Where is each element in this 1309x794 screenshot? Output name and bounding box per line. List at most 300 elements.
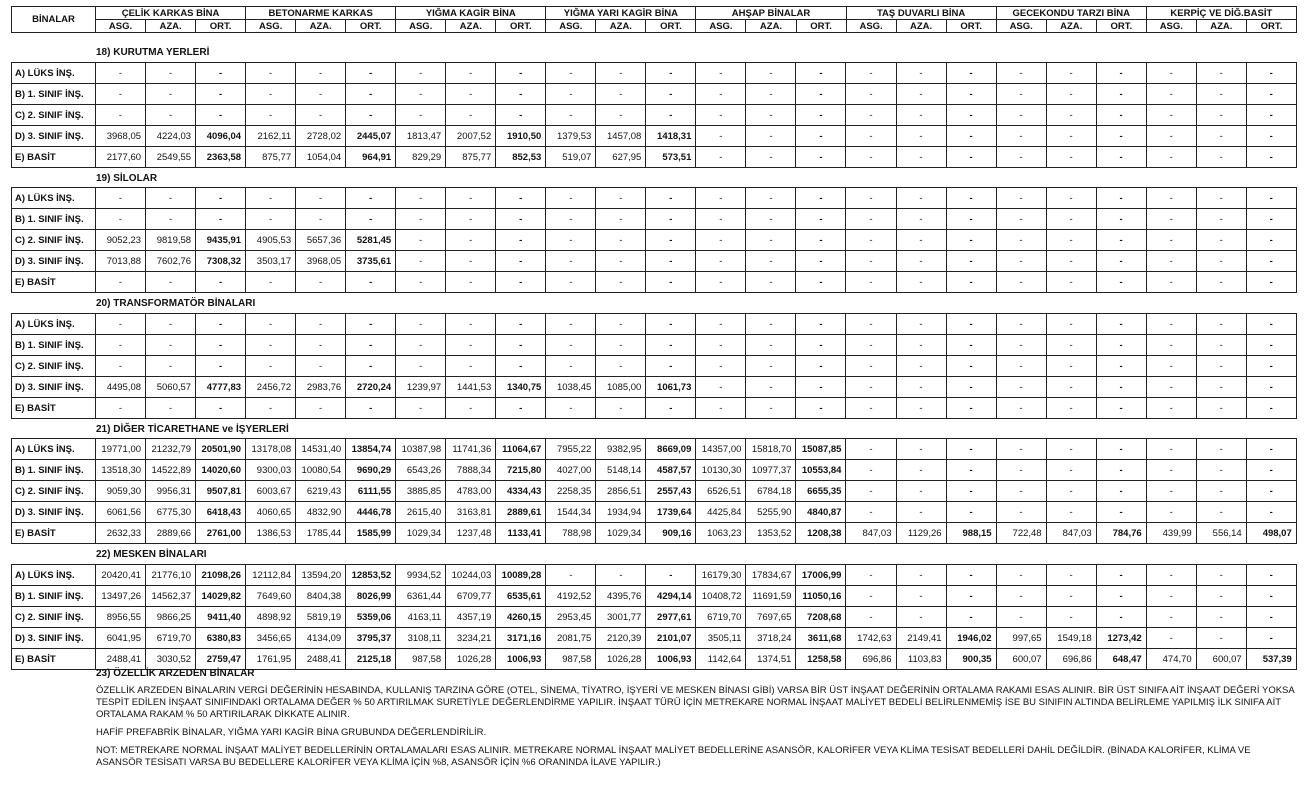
table-cell: -	[1096, 460, 1146, 481]
table-cell: -	[796, 105, 846, 126]
table-cell: -	[1096, 188, 1146, 209]
table-cell: -	[346, 209, 396, 230]
table-cell: -	[1196, 481, 1246, 502]
table-cell: -	[996, 63, 1046, 84]
table-cell: 10977,37	[746, 460, 796, 481]
table-cell: -	[1246, 314, 1296, 335]
table-cell: -	[646, 209, 696, 230]
table-row	[12, 126, 1297, 147]
table-cell: -	[846, 314, 896, 335]
header-group: ÇELİK KARKAS BİNA	[96, 7, 246, 20]
row-label: D) 3. SINIF İNŞ.	[12, 126, 96, 147]
table-cell: -	[846, 460, 896, 481]
table-cell: 2720,24	[346, 377, 396, 398]
table-cell: -	[446, 314, 496, 335]
table-cell: 627,95	[596, 147, 646, 168]
table-cell: -	[1096, 272, 1146, 293]
header-subcolumn: ORT.	[796, 20, 846, 33]
table-cell: 1258,58	[796, 649, 846, 670]
table-cell: -	[596, 84, 646, 105]
table-cell: 7697,65	[746, 607, 796, 628]
table-cell: -	[1196, 209, 1246, 230]
table-row	[12, 272, 1297, 293]
table-cell: 875,77	[446, 147, 496, 168]
table-cell: -	[1146, 126, 1196, 147]
table-cell: 4783,00	[446, 481, 496, 502]
table-cell: 1026,28	[446, 649, 496, 670]
table-cell: 498,07	[1246, 523, 1296, 544]
table-cell: 4840,87	[796, 502, 846, 523]
table-cell: -	[296, 188, 346, 209]
table-cell: -	[746, 377, 796, 398]
table-cell: -	[1096, 398, 1146, 419]
table-cell: -	[1246, 565, 1296, 586]
table-cell: -	[1096, 251, 1146, 272]
table-cell: 7955,22	[546, 439, 596, 460]
table-cell: 12112,84	[246, 565, 296, 586]
header-subcolumn: ASG.	[1146, 20, 1196, 33]
table-cell: -	[1196, 84, 1246, 105]
row-label: A) LÜKS İNŞ.	[12, 188, 96, 209]
table-cell: -	[1046, 565, 1096, 586]
table-cell: -	[696, 377, 746, 398]
table-cell: -	[296, 335, 346, 356]
table-cell: 20420,41	[96, 565, 146, 586]
table-cell: -	[1246, 586, 1296, 607]
table-cell: -	[796, 251, 846, 272]
table-cell: 6784,18	[746, 481, 796, 502]
table-cell: -	[846, 398, 896, 419]
table-cell: -	[746, 63, 796, 84]
table-cell: 3795,37	[346, 628, 396, 649]
table-cell: 1133,41	[496, 523, 546, 544]
table-cell: 6526,51	[696, 481, 746, 502]
table-cell: 2007,52	[446, 126, 496, 147]
section-title: 19) SİLOLAR	[96, 173, 158, 184]
table-cell: -	[696, 251, 746, 272]
table-cell: -	[1046, 439, 1096, 460]
table-cell: -	[1146, 565, 1196, 586]
table-cell: 13518,30	[96, 460, 146, 481]
table-cell: -	[1046, 63, 1096, 84]
table-cell: -	[996, 84, 1046, 105]
section-title: 18) KURUTMA YERLERİ	[96, 47, 210, 58]
header-subcolumn: ORT.	[346, 20, 396, 33]
table-cell: -	[796, 272, 846, 293]
table-cell: 10089,28	[496, 565, 546, 586]
table-cell: -	[896, 105, 946, 126]
table-cell: 4260,15	[496, 607, 546, 628]
table-cell: 10408,72	[696, 586, 746, 607]
table-cell: -	[496, 356, 546, 377]
table-cell: 4832,90	[296, 502, 346, 523]
table-cell: -	[996, 147, 1046, 168]
table-cell: -	[596, 63, 646, 84]
table-cell: 1063,23	[696, 523, 746, 544]
table-cell: 2983,76	[296, 377, 346, 398]
table-cell: -	[546, 565, 596, 586]
table-cell: -	[296, 272, 346, 293]
table-cell: 1353,52	[746, 523, 796, 544]
table-cell: -	[946, 460, 996, 481]
table-cell: 10553,84	[796, 460, 846, 481]
table-cell: -	[1246, 251, 1296, 272]
table-row	[12, 147, 1297, 168]
table-cell: -	[1196, 126, 1246, 147]
header-subcolumn: AZA.	[896, 20, 946, 33]
table-cell: -	[446, 230, 496, 251]
table-cell: -	[1046, 314, 1096, 335]
table-cell: -	[996, 377, 1046, 398]
table-cell: -	[1146, 209, 1196, 230]
table-cell: -	[1046, 481, 1096, 502]
table-cell: -	[196, 272, 246, 293]
table-cell: 7215,80	[496, 460, 546, 481]
table-cell: 2488,41	[96, 649, 146, 670]
table-cell: -	[896, 335, 946, 356]
table-cell: -	[846, 481, 896, 502]
table-cell: -	[1096, 209, 1146, 230]
table-cell: -	[696, 188, 746, 209]
table-cell: 6775,30	[146, 502, 196, 523]
table-cell: 2120,39	[596, 628, 646, 649]
table-cell: 4224,03	[146, 126, 196, 147]
table-cell: -	[996, 607, 1046, 628]
table-cell: -	[446, 398, 496, 419]
table-cell: -	[496, 84, 546, 105]
section-title: 22) MESKEN BİNALARI	[96, 549, 207, 560]
header-subcolumn: ORT.	[946, 20, 996, 33]
table-cell: -	[296, 63, 346, 84]
header-table	[11, 6, 1297, 33]
header-subcolumn: AZA.	[1046, 20, 1096, 33]
table-cell: 2125,18	[346, 649, 396, 670]
table-cell: -	[946, 251, 996, 272]
header-subcolumn: ASG.	[96, 20, 146, 33]
table-cell: 15818,70	[746, 439, 796, 460]
table-cell: 13854,74	[346, 439, 396, 460]
table-cell: -	[146, 63, 196, 84]
table-cell: 1739,64	[646, 502, 696, 523]
table-cell: 8026,99	[346, 586, 396, 607]
table-cell: 3505,11	[696, 628, 746, 649]
table-cell: -	[996, 460, 1046, 481]
table-cell: -	[196, 63, 246, 84]
table-cell: -	[446, 272, 496, 293]
table-cell: -	[1146, 335, 1196, 356]
table-cell: 14531,40	[296, 439, 346, 460]
table-cell: -	[1096, 377, 1146, 398]
table-cell: 2953,45	[546, 607, 596, 628]
table-cell: 13497,26	[96, 586, 146, 607]
table-cell: -	[1046, 460, 1096, 481]
header-subcolumn: ASG.	[846, 20, 896, 33]
row-label: E) BASİT	[12, 147, 96, 168]
table-cell: -	[946, 272, 996, 293]
table-cell: 8404,38	[296, 586, 346, 607]
table-cell: -	[896, 377, 946, 398]
table-row	[12, 607, 1297, 628]
table-cell: -	[646, 188, 696, 209]
table-cell: -	[396, 209, 446, 230]
table-cell: -	[296, 398, 346, 419]
table-cell: -	[1196, 335, 1246, 356]
table-cell: 1026,28	[596, 649, 646, 670]
table-cell: 1549,18	[1046, 628, 1096, 649]
table-cell: -	[1046, 230, 1096, 251]
table-cell: -	[446, 84, 496, 105]
table-cell: -	[896, 272, 946, 293]
table-cell: -	[696, 126, 746, 147]
table-cell: -	[1096, 565, 1146, 586]
table-cell: 600,07	[996, 649, 1046, 670]
table-cell: -	[1246, 84, 1296, 105]
table-cell: 6003,67	[246, 481, 296, 502]
table-cell: -	[996, 398, 1046, 419]
table-cell: -	[96, 272, 146, 293]
table-cell: -	[496, 105, 546, 126]
header-subcolumn: ASG.	[396, 20, 446, 33]
header-subcolumn: AZA.	[296, 20, 346, 33]
table-cell: 537,39	[1246, 649, 1296, 670]
table-cell: -	[696, 335, 746, 356]
table-cell: -	[296, 84, 346, 105]
table-cell: -	[446, 356, 496, 377]
table-cell: 1544,34	[546, 502, 596, 523]
table-cell: -	[1196, 628, 1246, 649]
table-cell: -	[1096, 126, 1146, 147]
table-cell: -	[896, 398, 946, 419]
table-cell: -	[1246, 398, 1296, 419]
row-label: E) BASİT	[12, 649, 96, 670]
table-cell: -	[696, 209, 746, 230]
table-cell: -	[846, 377, 896, 398]
table-cell: -	[996, 335, 1046, 356]
table-cell: 997,65	[996, 628, 1046, 649]
row-label: A) LÜKS İNŞ.	[12, 439, 96, 460]
table-cell: 2081,75	[546, 628, 596, 649]
table-cell: -	[1046, 251, 1096, 272]
table-cell: -	[396, 105, 446, 126]
table-row	[12, 251, 1297, 272]
table-cell: -	[896, 607, 946, 628]
header-group: YIĞMA KAGİR BİNA	[396, 7, 546, 20]
header-subcolumn: ORT.	[1096, 20, 1146, 33]
table-cell: 11050,16	[796, 586, 846, 607]
table-cell: -	[596, 105, 646, 126]
section-table	[11, 313, 1297, 419]
table-cell: -	[96, 63, 146, 84]
table-cell: -	[1196, 565, 1246, 586]
table-cell: -	[596, 188, 646, 209]
table-cell: 9507,81	[196, 481, 246, 502]
table-cell: -	[146, 105, 196, 126]
table-cell: 1006,93	[496, 649, 546, 670]
table-cell: -	[496, 188, 546, 209]
row-label: A) LÜKS İNŞ.	[12, 63, 96, 84]
table-cell: -	[596, 272, 646, 293]
table-cell: -	[696, 398, 746, 419]
table-cell: -	[946, 565, 996, 586]
section-table	[11, 564, 1297, 670]
table-cell: 9866,25	[146, 607, 196, 628]
table-cell: -	[1046, 84, 1096, 105]
table-cell: 7649,60	[246, 586, 296, 607]
row-label: D) 3. SINIF İNŞ.	[12, 502, 96, 523]
row-label: B) 1. SINIF İNŞ.	[12, 586, 96, 607]
table-cell: 7602,76	[146, 251, 196, 272]
table-row	[12, 439, 1297, 460]
table-cell: 4395,76	[596, 586, 646, 607]
row-label: B) 1. SINIF İNŞ.	[12, 335, 96, 356]
header-subcolumn: ORT.	[196, 20, 246, 33]
table-cell: 1142,64	[696, 649, 746, 670]
table-cell: -	[946, 209, 996, 230]
table-cell: -	[996, 586, 1046, 607]
table-cell: 1585,99	[346, 523, 396, 544]
table-cell: -	[696, 84, 746, 105]
table-cell: -	[996, 502, 1046, 523]
table-cell: 1038,45	[546, 377, 596, 398]
table-cell: 9956,31	[146, 481, 196, 502]
table-cell: -	[1246, 63, 1296, 84]
table-cell: 474,70	[1146, 649, 1196, 670]
table-cell: -	[1146, 314, 1196, 335]
table-cell: 3234,21	[446, 628, 496, 649]
table-cell: -	[696, 272, 746, 293]
table-cell: 9819,58	[146, 230, 196, 251]
table-cell: 439,99	[1146, 523, 1196, 544]
section-title: 21) DİĞER TİCARETHANE ve İŞYERLERİ	[96, 424, 289, 435]
table-cell: -	[746, 335, 796, 356]
table-cell: -	[1196, 607, 1246, 628]
table-cell: -	[396, 188, 446, 209]
table-cell: 2149,41	[896, 628, 946, 649]
table-cell: 4587,57	[646, 460, 696, 481]
table-cell: -	[396, 230, 446, 251]
table-cell: -	[196, 105, 246, 126]
table-cell: -	[496, 398, 546, 419]
table-cell: -	[1046, 209, 1096, 230]
table-cell: -	[896, 251, 946, 272]
table-cell: -	[696, 230, 746, 251]
table-cell: -	[746, 126, 796, 147]
table-cell: -	[196, 314, 246, 335]
table-cell: -	[546, 84, 596, 105]
table-cell: -	[496, 272, 546, 293]
table-cell: -	[746, 272, 796, 293]
table-cell: 1386,53	[246, 523, 296, 544]
table-cell: 14029,82	[196, 586, 246, 607]
table-cell: -	[1246, 439, 1296, 460]
table-cell: -	[846, 251, 896, 272]
table-cell: -	[296, 209, 346, 230]
table-cell: -	[246, 105, 296, 126]
table-cell: -	[246, 188, 296, 209]
table-cell: -	[546, 398, 596, 419]
table-cell: 3885,85	[396, 481, 446, 502]
table-cell: 648,47	[1096, 649, 1146, 670]
table-cell: -	[1196, 147, 1246, 168]
table-cell: -	[446, 63, 496, 84]
table-cell: 2456,72	[246, 377, 296, 398]
table-cell: -	[1146, 460, 1196, 481]
table-cell: -	[1246, 209, 1296, 230]
table-cell: -	[1046, 398, 1096, 419]
table-cell: -	[596, 356, 646, 377]
table-cell: -	[946, 439, 996, 460]
table-cell: -	[846, 607, 896, 628]
header-subcolumn: ASG.	[996, 20, 1046, 33]
table-cell: 2445,07	[346, 126, 396, 147]
row-label: A) LÜKS İNŞ.	[12, 565, 96, 586]
table-cell: -	[646, 565, 696, 586]
table-cell: -	[796, 209, 846, 230]
table-cell: -	[446, 251, 496, 272]
table-cell: 788,98	[546, 523, 596, 544]
table-cell: -	[196, 335, 246, 356]
table-row	[12, 377, 1297, 398]
table-cell: 6543,26	[396, 460, 446, 481]
table-cell: 847,03	[846, 523, 896, 544]
table-cell: 1379,53	[546, 126, 596, 147]
table-cell: -	[1196, 439, 1246, 460]
table-cell: -	[146, 398, 196, 419]
table-cell: -	[846, 502, 896, 523]
table-cell: 4192,52	[546, 586, 596, 607]
table-cell: -	[96, 356, 146, 377]
table-cell: -	[646, 272, 696, 293]
table-cell: 21776,10	[146, 565, 196, 586]
table-cell: -	[846, 356, 896, 377]
table-row	[12, 523, 1297, 544]
table-cell: -	[1096, 105, 1146, 126]
table-cell: -	[146, 84, 196, 105]
table-cell: -	[896, 314, 946, 335]
table-cell: 1910,50	[496, 126, 546, 147]
table-cell: 3108,11	[396, 628, 446, 649]
table-cell: -	[96, 398, 146, 419]
table-cell: 9300,03	[246, 460, 296, 481]
table-cell: 6418,43	[196, 502, 246, 523]
table-cell: -	[796, 230, 846, 251]
section-table	[11, 62, 1297, 168]
table-row	[12, 398, 1297, 419]
table-cell: -	[946, 105, 996, 126]
table-cell: -	[1146, 607, 1196, 628]
table-cell: 6719,70	[146, 628, 196, 649]
table-row	[12, 356, 1297, 377]
table-cell: -	[846, 188, 896, 209]
table-cell: 4163,11	[396, 607, 446, 628]
table-cell: 4134,09	[296, 628, 346, 649]
table-cell: -	[196, 398, 246, 419]
table-cell: -	[896, 84, 946, 105]
table-cell: -	[996, 272, 1046, 293]
table-cell: 4446,78	[346, 502, 396, 523]
table-cell: -	[946, 63, 996, 84]
table-cell: -	[896, 147, 946, 168]
table-cell: -	[1146, 147, 1196, 168]
header-subcolumn: ASG.	[246, 20, 296, 33]
table-cell: -	[546, 209, 596, 230]
table-cell: -	[96, 84, 146, 105]
table-cell: -	[746, 230, 796, 251]
table-cell: 2856,51	[596, 481, 646, 502]
table-cell: -	[396, 398, 446, 419]
table-cell: 9435,91	[196, 230, 246, 251]
table-cell: -	[796, 63, 846, 84]
